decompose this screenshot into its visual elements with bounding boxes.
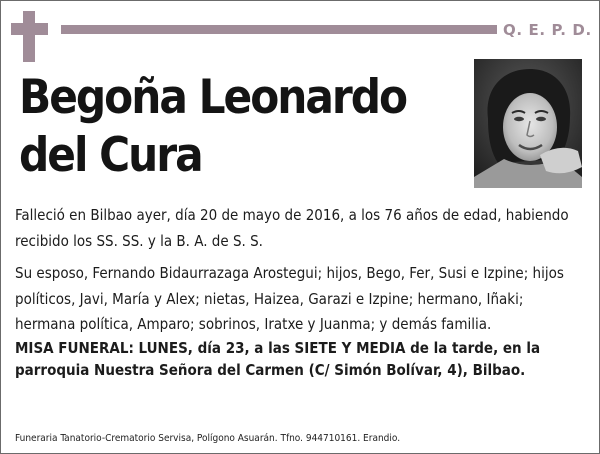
portrait-photo <box>474 59 582 188</box>
qepd-label: Q. E. P. D. <box>503 21 592 39</box>
funeral-details: MISA FUNERAL: LUNES, día 23, a las SIETE Y MEDIA de la tarde, en la parroquia Nuestra Señora del Carmen (C/ Simón Bolívar, 4), Bilbao. <box>15 339 541 379</box>
cross-icon <box>23 11 35 62</box>
funeral-home-footer: Funeraria Tanatorio-Crematorio Servisa, Polígono Asuarán. Tfno. 944710161. Erandio. <box>15 433 401 444</box>
deceased-name-line-1: Begoña Leonardo <box>19 70 407 125</box>
deceased-name <box>19 69 406 185</box>
death-notice: Falleció en Bilbao ayer, día 20 de mayo de 2016, a los 76 años de edad, habiendo recibido los SS. SS. y la B. A. de S. S. <box>15 206 569 250</box>
family-list: Su esposo, Fernando Bidaurrazaga Arostegui; hijos, Bego, Fer, Susi e Izpine; hijos políticos, Javi, María y Alex; nietas, Haizea, Garazi e Izpine; hermano, Iñaki; hermana política, Amparo; sobrinos, Iratxe y Juanma; y demás familia. <box>15 264 564 333</box>
header-rule <box>61 25 497 34</box>
deceased-name-line-2: del Cura <box>19 128 202 183</box>
cross-icon-arm <box>11 23 48 35</box>
